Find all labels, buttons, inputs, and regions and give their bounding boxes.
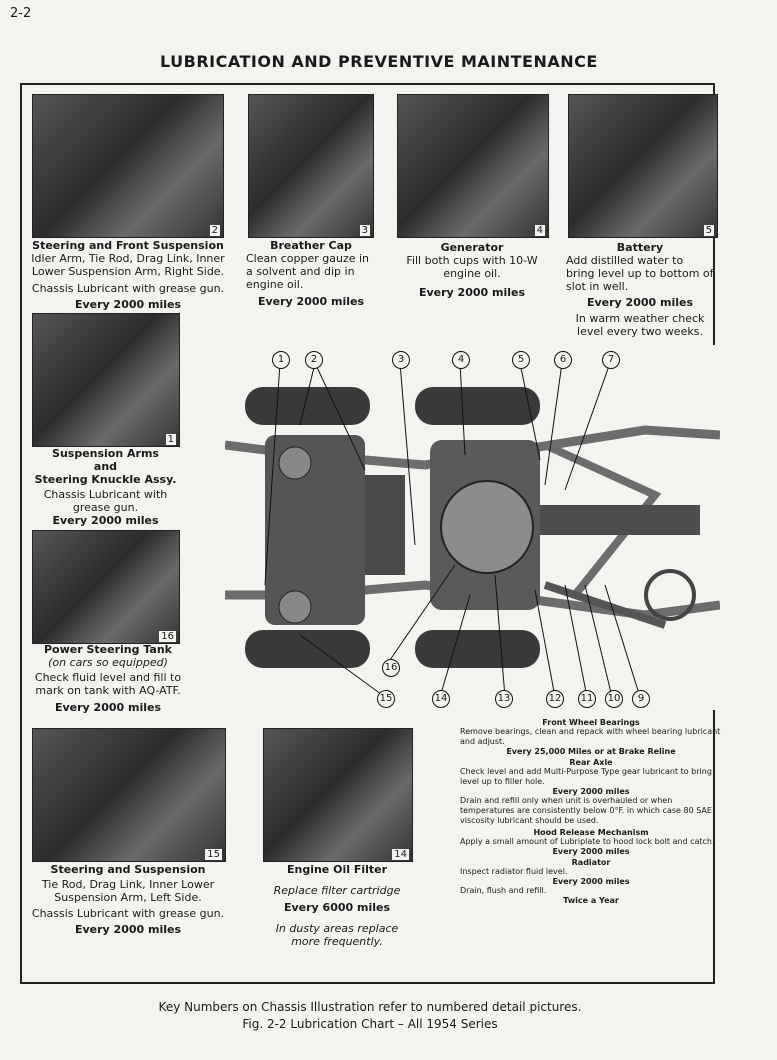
page-number: 2-2 (10, 6, 32, 21)
maintenance-notes (460, 718, 722, 905)
note-text: Inspect radiator fluid level. (460, 867, 568, 876)
photo-battery: 5 (568, 94, 718, 238)
note-interval: Every 2000 miles (552, 877, 630, 886)
note-text: Apply a small amount of Lubriplate to hood lock bolt and catch. (460, 837, 715, 846)
panel-interval: Every 2000 miles (74, 923, 182, 936)
note-title: Radiator (571, 858, 611, 867)
panel-title: and (93, 460, 118, 473)
note-text: Remove bearings, clean and repack with wheel bearing lubricant and adjust. (460, 727, 721, 746)
panel-note: Chassis Lubricant with grease gun. (31, 907, 225, 920)
callout-5: 5 (512, 351, 530, 369)
panel-text: Fill both cups with 10-W engine oil. (406, 254, 538, 280)
rear-right-tire (415, 630, 540, 668)
panel-interval: Every 2000 miles (586, 296, 694, 309)
panel-text: Replace filter cartridge (273, 884, 401, 897)
panel-title: Breather Cap (270, 239, 352, 252)
panel-subtitle: (on cars so equipped) (48, 656, 168, 669)
photo-generator: 4 (397, 94, 549, 238)
callout-9: 9 (632, 690, 650, 708)
callout-2: 2 (305, 351, 323, 369)
panel-interval: Every 2000 miles (74, 298, 182, 311)
panel-interval: Every 2000 miles (257, 295, 365, 308)
callout-16: 16 (382, 659, 400, 677)
panel-text: Clean copper gauze in a solvent and dip in engine oil. (246, 252, 370, 291)
rear-left-tire (415, 387, 540, 425)
bottom-rule (20, 982, 715, 984)
panel-title: Steering and Front Suspension (32, 239, 224, 252)
page-title: LUBRICATION AND PREVENTIVE MAINTENANCE (160, 52, 598, 71)
panel-interval: Every 2000 miles (418, 286, 526, 299)
panel-interval: Every 2000 miles (52, 514, 159, 527)
panel-note: In warm weather check level every two weeks. (575, 312, 705, 338)
panel-title: Steering and Suspension (50, 863, 206, 876)
callout-14: 14 (432, 690, 450, 708)
photo-steering-front-suspension: 2 (32, 94, 224, 238)
panel-note: Chassis Lubricant with grease gun. (31, 282, 225, 295)
callout-13: 13 (495, 690, 513, 708)
panel-text: Tie Rod, Drag Link, Inner Lower Suspension Arm, Left Side. (41, 878, 215, 904)
note-text: Check level and add Multi-Purpose Type gear lubricant to bring level up to filler hole. (460, 767, 712, 786)
note-title: Hood Release Mechanism (533, 828, 649, 837)
note-text: Drain, flush and refill. (460, 886, 547, 895)
callout-10: 10 (605, 690, 623, 708)
top-rule (20, 83, 715, 85)
callout-15: 15 (377, 690, 395, 708)
panel-interval: Every 2000 miles (54, 701, 162, 714)
panel-title: Steering Knuckle Assy. (34, 473, 177, 486)
figure-caption: Fig. 2-2 Lubrication Chart – All 1954 Series (242, 1017, 498, 1031)
callout-11: 11 (578, 690, 596, 708)
photo-breather-cap: 3 (248, 94, 374, 238)
note-interval: Twice a Year (563, 896, 619, 905)
panel-title: Battery (616, 241, 664, 254)
callout-6: 6 (554, 351, 572, 369)
panel-title: Generator (440, 241, 504, 254)
callout-3: 3 (392, 351, 410, 369)
callout-4: 4 (452, 351, 470, 369)
panel-text: Chassis Lubricant with grease gun. (43, 488, 168, 514)
front-right-tire (245, 630, 370, 668)
photo-power-steering-tank: 16 (32, 530, 180, 644)
left-rule (20, 83, 22, 983)
callout-12: 12 (546, 690, 564, 708)
note-text: Drain and refill only when unit is overhauled or when temperatures are consistently below 0°F. in which case 80 SAE viscosity lubricant should be used. (460, 796, 712, 825)
panel-title: Suspension Arms (52, 447, 159, 460)
panel-text: Add distilled water to bring level up to bottom of slot in well. (566, 254, 714, 293)
photo-steering-suspension-left: 15 (32, 728, 226, 862)
callout-1: 1 (272, 351, 290, 369)
panel-text: Idler Arm, Tie Rod, Drag Link, Inner Lower Suspension Arm, Right Side. (31, 252, 225, 278)
note-title: Rear Axle (569, 758, 613, 767)
footer-note: Key Numbers on Chassis Illustration refer to numbered detail pictures. (158, 1000, 582, 1014)
panel-text: Check fluid level and fill to mark on tank with AQ-ATF. (34, 671, 182, 697)
note-interval: Every 25,000 Miles or at Brake Reline (506, 747, 676, 756)
panel-title: Power Steering Tank (44, 643, 172, 656)
callout-7: 7 (602, 351, 620, 369)
photo-engine-oil-filter: 14 (263, 728, 413, 862)
note-title: Front Wheel Bearings (542, 718, 640, 727)
panel-note: In dusty areas replace more frequently. (275, 922, 399, 948)
note-interval: Every 2000 miles (552, 847, 630, 856)
photo-suspension-arms: 1 (32, 313, 180, 447)
note-interval: Every 2000 miles (552, 787, 630, 796)
panel-title: Engine Oil Filter (286, 863, 388, 876)
panel-interval: Every 6000 miles (283, 901, 391, 914)
chassis-illustration (225, 345, 720, 710)
